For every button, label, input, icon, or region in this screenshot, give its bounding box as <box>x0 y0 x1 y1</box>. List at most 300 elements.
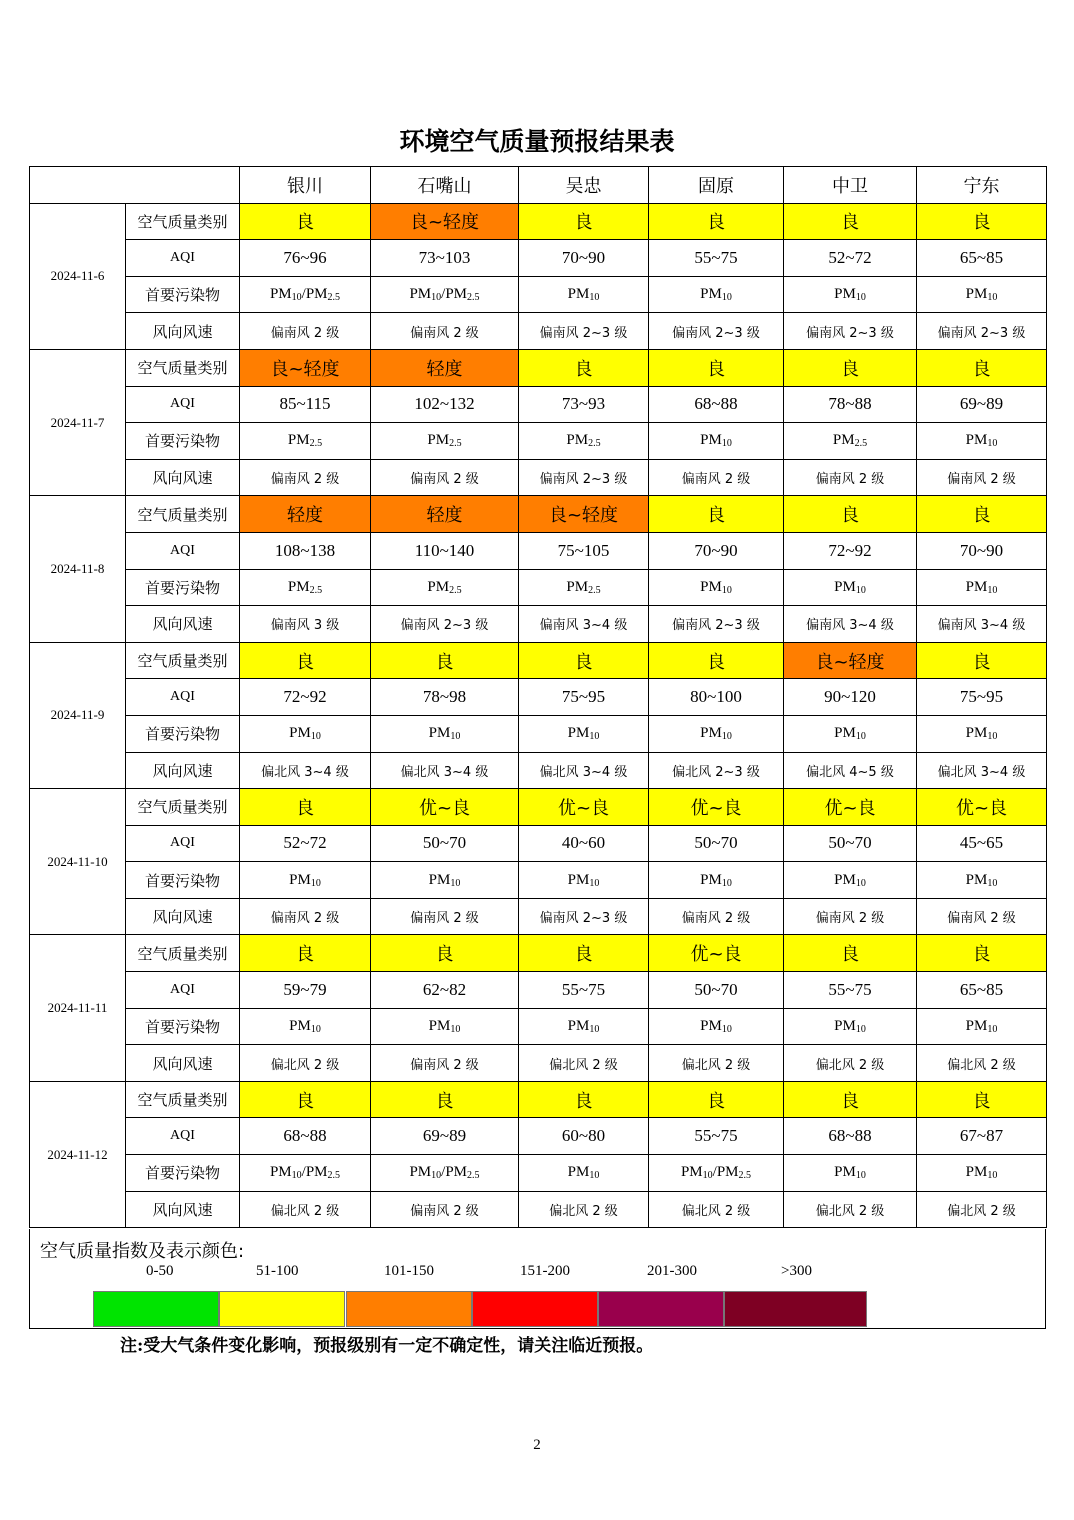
pollutant-text: PM <box>269 1164 292 1181</box>
pollutant-text: PM <box>700 432 722 449</box>
aqi-cell: 72~92 <box>784 532 917 569</box>
pollutant-cell <box>917 715 1047 752</box>
pollutant-cell <box>240 862 371 899</box>
pollutant-text: PM <box>289 1017 311 1034</box>
table-row <box>30 1045 1047 1082</box>
pollutant-cell <box>784 1008 917 1045</box>
pollutant-text: PM <box>680 1164 703 1181</box>
table-row <box>30 642 1047 679</box>
pollutant-cell <box>519 862 649 899</box>
pollutant-text: PM <box>700 1017 722 1034</box>
corner-cell <box>30 167 240 204</box>
category-cell: 良~轻度 <box>784 642 917 679</box>
wind-cell: 偏北风 3~4 级 <box>371 752 519 789</box>
city-header: 银川 <box>240 167 371 204</box>
aqi-cell: 40~60 <box>519 825 649 862</box>
pollutant-text: PM <box>834 1017 856 1034</box>
legend-color-swatch <box>724 1291 867 1327</box>
pollutant-subscript: 10 <box>987 877 998 889</box>
aqi-cell: 50~70 <box>371 825 519 862</box>
city-header: 宁东 <box>917 167 1047 204</box>
pollutant-text: PM <box>287 578 310 595</box>
wind-cell: 偏南风 2~3 级 <box>917 313 1047 350</box>
aqi-cell: 110~140 <box>371 532 519 569</box>
pollutant-cell <box>649 715 784 752</box>
aqi-cell: 68~88 <box>649 386 784 423</box>
pollutant-subscript: 10 <box>721 438 732 450</box>
category-cell: 良 <box>784 935 917 972</box>
pollutant-cell <box>519 1008 649 1045</box>
pollutant-subscript: 10 <box>855 292 866 304</box>
wind-cell: 偏北风 2 级 <box>240 1191 371 1228</box>
aqi-cell: 73~103 <box>371 240 519 277</box>
category-cell: 良 <box>649 496 784 533</box>
row-label-aqi: AQI <box>126 1118 240 1155</box>
pollutant-text: PM <box>567 1017 590 1034</box>
category-cell: 良 <box>519 642 649 679</box>
pollutant-cell <box>649 423 784 460</box>
wind-cell: 偏南风 3 级 <box>240 606 371 643</box>
pollutant-text: /PM <box>301 286 328 303</box>
pollutant-cell <box>519 715 649 752</box>
table-row <box>30 715 1047 752</box>
wind-cell: 偏南风 2 级 <box>240 313 371 350</box>
pollutant-text: /PM <box>712 1164 739 1181</box>
table-row <box>30 1118 1047 1155</box>
category-cell: 良 <box>371 642 519 679</box>
aqi-cell: 70~90 <box>917 532 1047 569</box>
header-row <box>30 167 1047 204</box>
category-cell: 良 <box>917 496 1047 533</box>
category-cell: 良 <box>519 935 649 972</box>
category-cell: 良 <box>240 203 371 240</box>
wind-cell: 偏南风 3~4 级 <box>917 606 1047 643</box>
wind-cell: 偏北风 3~4 级 <box>917 752 1047 789</box>
pollutant-subscript: 10 <box>855 584 866 596</box>
category-cell: 轻度 <box>240 496 371 533</box>
pollutant-text: PM <box>834 871 856 888</box>
pollutant-subscript: 10 <box>721 584 732 596</box>
pollutant-subscript: 10 <box>450 1023 461 1035</box>
date-cell: 2024-11-10 <box>30 789 126 935</box>
category-cell: 优~良 <box>917 789 1047 826</box>
category-cell: 优~良 <box>371 789 519 826</box>
pollutant-subscript: 2.5 <box>309 584 323 596</box>
wind-cell: 偏北风 4~5 级 <box>784 752 917 789</box>
category-cell: 良~轻度 <box>519 496 649 533</box>
table-row <box>30 349 1047 386</box>
pollutant-text: PM <box>428 871 451 888</box>
pollutant-subscript: 10 <box>589 1170 600 1182</box>
pollutant-subscript: 10 <box>987 438 998 450</box>
pollutant-text: PM <box>289 871 311 888</box>
category-cell: 良 <box>519 349 649 386</box>
row-label-aqi: AQI <box>126 240 240 277</box>
table-row <box>30 1155 1047 1192</box>
row-label-wind: 风向风速 <box>126 1191 240 1228</box>
date-cell: 2024-11-8 <box>30 496 126 642</box>
pollutant-subscript: 10 <box>987 1170 998 1182</box>
pollutant-subscript: 10 <box>589 292 600 304</box>
row-label-wind: 风向风速 <box>126 1045 240 1082</box>
pollutant-text: PM <box>965 1017 988 1034</box>
wind-cell: 偏南风 2~3 级 <box>784 313 917 350</box>
pollutant-subscript: 10 <box>721 731 732 743</box>
pollutant-cell <box>649 569 784 606</box>
table-row <box>30 679 1047 716</box>
table-row <box>30 862 1047 899</box>
pollutant-subscript: 10 <box>589 877 600 889</box>
pollutant-text: PM <box>700 871 722 888</box>
table-row <box>30 935 1047 972</box>
table-row <box>30 240 1047 277</box>
table-row <box>30 825 1047 862</box>
row-label-aqi: AQI <box>126 386 240 423</box>
category-cell: 良~轻度 <box>240 349 371 386</box>
row-label-category: 空气质量类别 <box>126 935 240 972</box>
pollutant-subscript: 10 <box>987 731 998 743</box>
aqi-cell: 60~80 <box>519 1118 649 1155</box>
pollutant-text: PM <box>965 286 988 303</box>
pollutant-cell <box>240 715 371 752</box>
pollutant-cell <box>917 569 1047 606</box>
page-number: 2 <box>533 1437 541 1453</box>
pollutant-cell <box>784 715 917 752</box>
category-cell: 良 <box>649 1081 784 1118</box>
table-row <box>30 1191 1047 1228</box>
row-label-category: 空气质量类别 <box>126 496 240 533</box>
pollutant-text: PM <box>700 286 722 303</box>
category-cell: 良 <box>784 349 917 386</box>
pollutant-subscript: 2.5 <box>588 584 601 596</box>
category-cell: 良~轻度 <box>371 203 519 240</box>
pollutant-text: PM <box>289 725 311 742</box>
pollutant-subscript: 10 <box>855 877 866 889</box>
table-row <box>30 276 1047 313</box>
row-label-aqi: AQI <box>126 532 240 569</box>
wind-cell: 偏北风 2 级 <box>649 1191 784 1228</box>
wind-cell: 偏北风 2 级 <box>784 1045 917 1082</box>
aqi-cell: 67~87 <box>917 1118 1047 1155</box>
category-cell: 良 <box>649 642 784 679</box>
table-row <box>30 532 1047 569</box>
category-cell: 良 <box>371 935 519 972</box>
category-cell: 良 <box>649 349 784 386</box>
pollutant-text: PM <box>427 432 450 449</box>
legend-range-label: >300 <box>781 1263 812 1279</box>
date-cell: 2024-11-12 <box>30 1081 126 1227</box>
pollutant-text: PM <box>269 286 292 303</box>
wind-cell: 偏北风 3~4 级 <box>519 752 649 789</box>
category-cell: 轻度 <box>371 349 519 386</box>
aqi-cell: 85~115 <box>240 386 371 423</box>
pollutant-cell <box>371 423 519 460</box>
legend-color-swatch <box>346 1291 472 1327</box>
city-header: 固原 <box>649 167 784 204</box>
date-cell: 2024-11-6 <box>30 203 126 349</box>
legend-range-label: 51-100 <box>256 1263 299 1279</box>
wind-cell: 偏南风 2 级 <box>917 898 1047 935</box>
pollutant-subscript: 10 <box>987 1023 998 1035</box>
row-label-aqi: AQI <box>126 972 240 1009</box>
aqi-cell: 55~75 <box>649 240 784 277</box>
wind-cell: 偏北风 2 级 <box>519 1045 649 1082</box>
wind-cell: 偏北风 2 级 <box>519 1191 649 1228</box>
pollutant-cell <box>371 276 519 313</box>
aqi-cell: 102~132 <box>371 386 519 423</box>
wind-cell: 偏南风 2~3 级 <box>519 459 649 496</box>
pollutant-text: PM <box>834 725 856 742</box>
pollutant-subscript: 2.5 <box>467 292 480 304</box>
category-cell: 良 <box>784 496 917 533</box>
wind-cell: 偏南风 2 级 <box>371 313 519 350</box>
pollutant-text: PM <box>428 1017 451 1034</box>
pollutant-subscript: 10 <box>291 292 302 304</box>
pollutant-subscript: 10 <box>450 731 461 743</box>
aqi-cell: 76~96 <box>240 240 371 277</box>
pollutant-subscript: 2.5 <box>309 438 323 450</box>
pollutant-subscript: 10 <box>431 292 442 304</box>
row-label-pollutant: 首要污染物 <box>126 1008 240 1045</box>
pollutant-cell <box>784 423 917 460</box>
pollutant-subscript: 10 <box>310 731 321 743</box>
pollutant-text: PM <box>567 725 590 742</box>
pollutant-text: PM <box>567 286 590 303</box>
table-row <box>30 423 1047 460</box>
city-header: 中卫 <box>784 167 917 204</box>
aqi-cell: 52~72 <box>784 240 917 277</box>
wind-cell: 偏北风 2~3 级 <box>649 752 784 789</box>
pollutant-cell <box>649 862 784 899</box>
aqi-cell: 65~85 <box>917 240 1047 277</box>
row-label-category: 空气质量类别 <box>126 642 240 679</box>
row-label-wind: 风向风速 <box>126 313 240 350</box>
city-header: 石嘴山 <box>371 167 519 204</box>
pollutant-text: PM <box>834 578 856 595</box>
category-cell: 良 <box>649 203 784 240</box>
row-label-wind: 风向风速 <box>126 459 240 496</box>
pollutant-subscript: 10 <box>855 1170 866 1182</box>
category-cell: 优~良 <box>649 935 784 972</box>
aqi-cell: 50~70 <box>649 972 784 1009</box>
pollutant-subscript: 2.5 <box>327 292 341 304</box>
date-cell: 2024-11-11 <box>30 935 126 1081</box>
aqi-cell: 73~93 <box>519 386 649 423</box>
pollutant-text: PM <box>566 432 589 449</box>
table-row <box>30 972 1047 1009</box>
table-row <box>30 1008 1047 1045</box>
aqi-cell: 69~89 <box>371 1118 519 1155</box>
aqi-cell: 69~89 <box>917 386 1047 423</box>
date-cell: 2024-11-7 <box>30 349 126 495</box>
category-cell: 良 <box>240 642 371 679</box>
pollutant-subscript: 10 <box>721 292 732 304</box>
legend-title: 空气质量指数及表示颜色: <box>40 1241 245 1262</box>
wind-cell: 偏南风 2 级 <box>649 898 784 935</box>
category-cell: 优~良 <box>649 789 784 826</box>
aqi-cell: 108~138 <box>240 532 371 569</box>
pollutant-cell <box>649 1008 784 1045</box>
pollutant-cell <box>240 1155 371 1192</box>
legend-color-swatch <box>93 1291 219 1327</box>
pollutant-text: PM <box>700 725 722 742</box>
pollutant-cell <box>917 1008 1047 1045</box>
aqi-cell: 75~95 <box>917 679 1047 716</box>
pollutant-subscript: 2.5 <box>588 438 601 450</box>
category-cell: 良 <box>371 1081 519 1118</box>
category-cell: 良 <box>519 1081 649 1118</box>
pollutant-cell <box>371 715 519 752</box>
table-row <box>30 789 1047 826</box>
pollutant-cell <box>240 276 371 313</box>
aqi-cell: 70~90 <box>519 240 649 277</box>
legend-range-label: 101-150 <box>384 1263 434 1279</box>
aqi-cell: 50~70 <box>649 825 784 862</box>
pollutant-text: PM <box>965 871 988 888</box>
pollutant-subscript: 10 <box>291 1170 302 1182</box>
aqi-cell: 68~88 <box>240 1118 371 1155</box>
row-label-pollutant: 首要污染物 <box>126 715 240 752</box>
aqi-cell: 55~75 <box>784 972 917 1009</box>
pollutant-subscript: 10 <box>589 731 600 743</box>
pollutant-text: PM <box>567 871 590 888</box>
row-label-wind: 风向风速 <box>126 606 240 643</box>
wind-cell: 偏北风 2 级 <box>917 1045 1047 1082</box>
wind-cell: 偏北风 2 级 <box>784 1191 917 1228</box>
aqi-cell: 78~98 <box>371 679 519 716</box>
category-cell: 优~良 <box>519 789 649 826</box>
pollutant-subscript: 10 <box>450 877 461 889</box>
row-label-category: 空气质量类别 <box>126 789 240 826</box>
aqi-cell: 68~88 <box>784 1118 917 1155</box>
pollutant-text: /PM <box>441 1164 468 1181</box>
wind-cell: 偏南风 2 级 <box>371 1191 519 1228</box>
row-label-aqi: AQI <box>126 679 240 716</box>
row-label-wind: 风向风速 <box>126 898 240 935</box>
wind-cell: 偏南风 3~4 级 <box>519 606 649 643</box>
table-row <box>30 386 1047 423</box>
pollutant-cell <box>784 862 917 899</box>
table-row <box>30 313 1047 350</box>
pollutant-text: PM <box>566 578 589 595</box>
legend-range-label: 151-200 <box>520 1263 570 1279</box>
row-label-pollutant: 首要污染物 <box>126 1155 240 1192</box>
pollutant-text: PM <box>567 1164 590 1181</box>
table-row <box>30 569 1047 606</box>
pollutant-cell <box>240 1008 371 1045</box>
forecast-note: 注:受大气条件变化影响，预报级别有一定不确定性，请关注临近预报。 <box>120 1336 654 1356</box>
pollutant-subscript: 2.5 <box>738 1170 752 1182</box>
category-cell: 轻度 <box>371 496 519 533</box>
pollutant-text: PM <box>409 286 432 303</box>
wind-cell: 偏南风 2~3 级 <box>519 313 649 350</box>
pollutant-cell <box>371 1008 519 1045</box>
pollutant-cell <box>519 569 649 606</box>
pollutant-cell <box>917 423 1047 460</box>
wind-cell: 偏南风 2 级 <box>240 459 371 496</box>
pollutant-cell <box>240 423 371 460</box>
wind-cell: 偏南风 2 级 <box>649 459 784 496</box>
wind-cell: 偏南风 2 级 <box>240 898 371 935</box>
row-label-pollutant: 首要污染物 <box>126 276 240 313</box>
pollutant-cell <box>649 1155 784 1192</box>
category-cell: 良 <box>240 789 371 826</box>
table-row <box>30 606 1047 643</box>
legend-range-label: 0-50 <box>146 1263 174 1279</box>
pollutant-cell <box>371 569 519 606</box>
aqi-cell: 59~79 <box>240 972 371 1009</box>
table-row <box>30 898 1047 935</box>
aqi-cell: 75~95 <box>519 679 649 716</box>
pollutant-text: /PM <box>441 286 468 303</box>
pollutant-subscript: 10 <box>589 1023 600 1035</box>
table-row <box>30 496 1047 533</box>
pollutant-cell <box>519 1155 649 1192</box>
wind-cell: 偏北风 2 级 <box>649 1045 784 1082</box>
aqi-cell: 75~105 <box>519 532 649 569</box>
pollutant-cell <box>371 1155 519 1192</box>
table-row <box>30 1081 1047 1118</box>
pollutant-cell <box>371 862 519 899</box>
pollutant-text: PM <box>428 725 451 742</box>
wind-cell: 偏南风 2~3 级 <box>649 313 784 350</box>
aqi-cell: 45~65 <box>917 825 1047 862</box>
category-cell: 良 <box>784 203 917 240</box>
pollutant-text: PM <box>965 725 988 742</box>
category-cell: 良 <box>917 935 1047 972</box>
pollutant-text: PM <box>965 578 988 595</box>
pollutant-cell <box>649 276 784 313</box>
legend-color-swatch <box>598 1291 724 1327</box>
row-label-aqi: AQI <box>126 825 240 862</box>
wind-cell: 偏南风 2 级 <box>784 459 917 496</box>
pollutant-cell <box>519 423 649 460</box>
wind-cell: 偏南风 3~4 级 <box>784 606 917 643</box>
pollutant-text: PM <box>965 432 988 449</box>
aqi-cell: 62~82 <box>371 972 519 1009</box>
wind-cell: 偏南风 2 级 <box>784 898 917 935</box>
row-label-pollutant: 首要污染物 <box>126 862 240 899</box>
aqi-cell: 50~70 <box>784 825 917 862</box>
legend-color-swatch <box>219 1291 345 1327</box>
pollutant-subscript: 2.5 <box>449 438 462 450</box>
aqi-cell: 65~85 <box>917 972 1047 1009</box>
row-label-pollutant: 首要污染物 <box>126 423 240 460</box>
pollutant-cell <box>784 276 917 313</box>
pollutant-text: PM <box>427 578 450 595</box>
pollutant-subscript: 10 <box>431 1170 442 1182</box>
category-cell: 良 <box>917 642 1047 679</box>
row-label-category: 空气质量类别 <box>126 1081 240 1118</box>
category-cell: 优~良 <box>784 789 917 826</box>
pollutant-cell <box>784 569 917 606</box>
pollutant-text: PM <box>832 432 855 449</box>
aqi-cell: 78~88 <box>784 386 917 423</box>
row-label-wind: 风向风速 <box>126 752 240 789</box>
pollutant-subscript: 10 <box>855 731 866 743</box>
row-label-category: 空气质量类别 <box>126 203 240 240</box>
aqi-cell: 90~120 <box>784 679 917 716</box>
pollutant-subscript: 2.5 <box>449 584 462 596</box>
pollutant-subscript: 2.5 <box>327 1170 341 1182</box>
row-label-category: 空气质量类别 <box>126 349 240 386</box>
category-cell: 良 <box>917 203 1047 240</box>
pollutant-cell <box>917 276 1047 313</box>
pollutant-subscript: 10 <box>721 1023 732 1035</box>
forecast-table <box>29 166 1047 1228</box>
table-row <box>30 203 1047 240</box>
pollutant-subscript: 10 <box>310 877 321 889</box>
